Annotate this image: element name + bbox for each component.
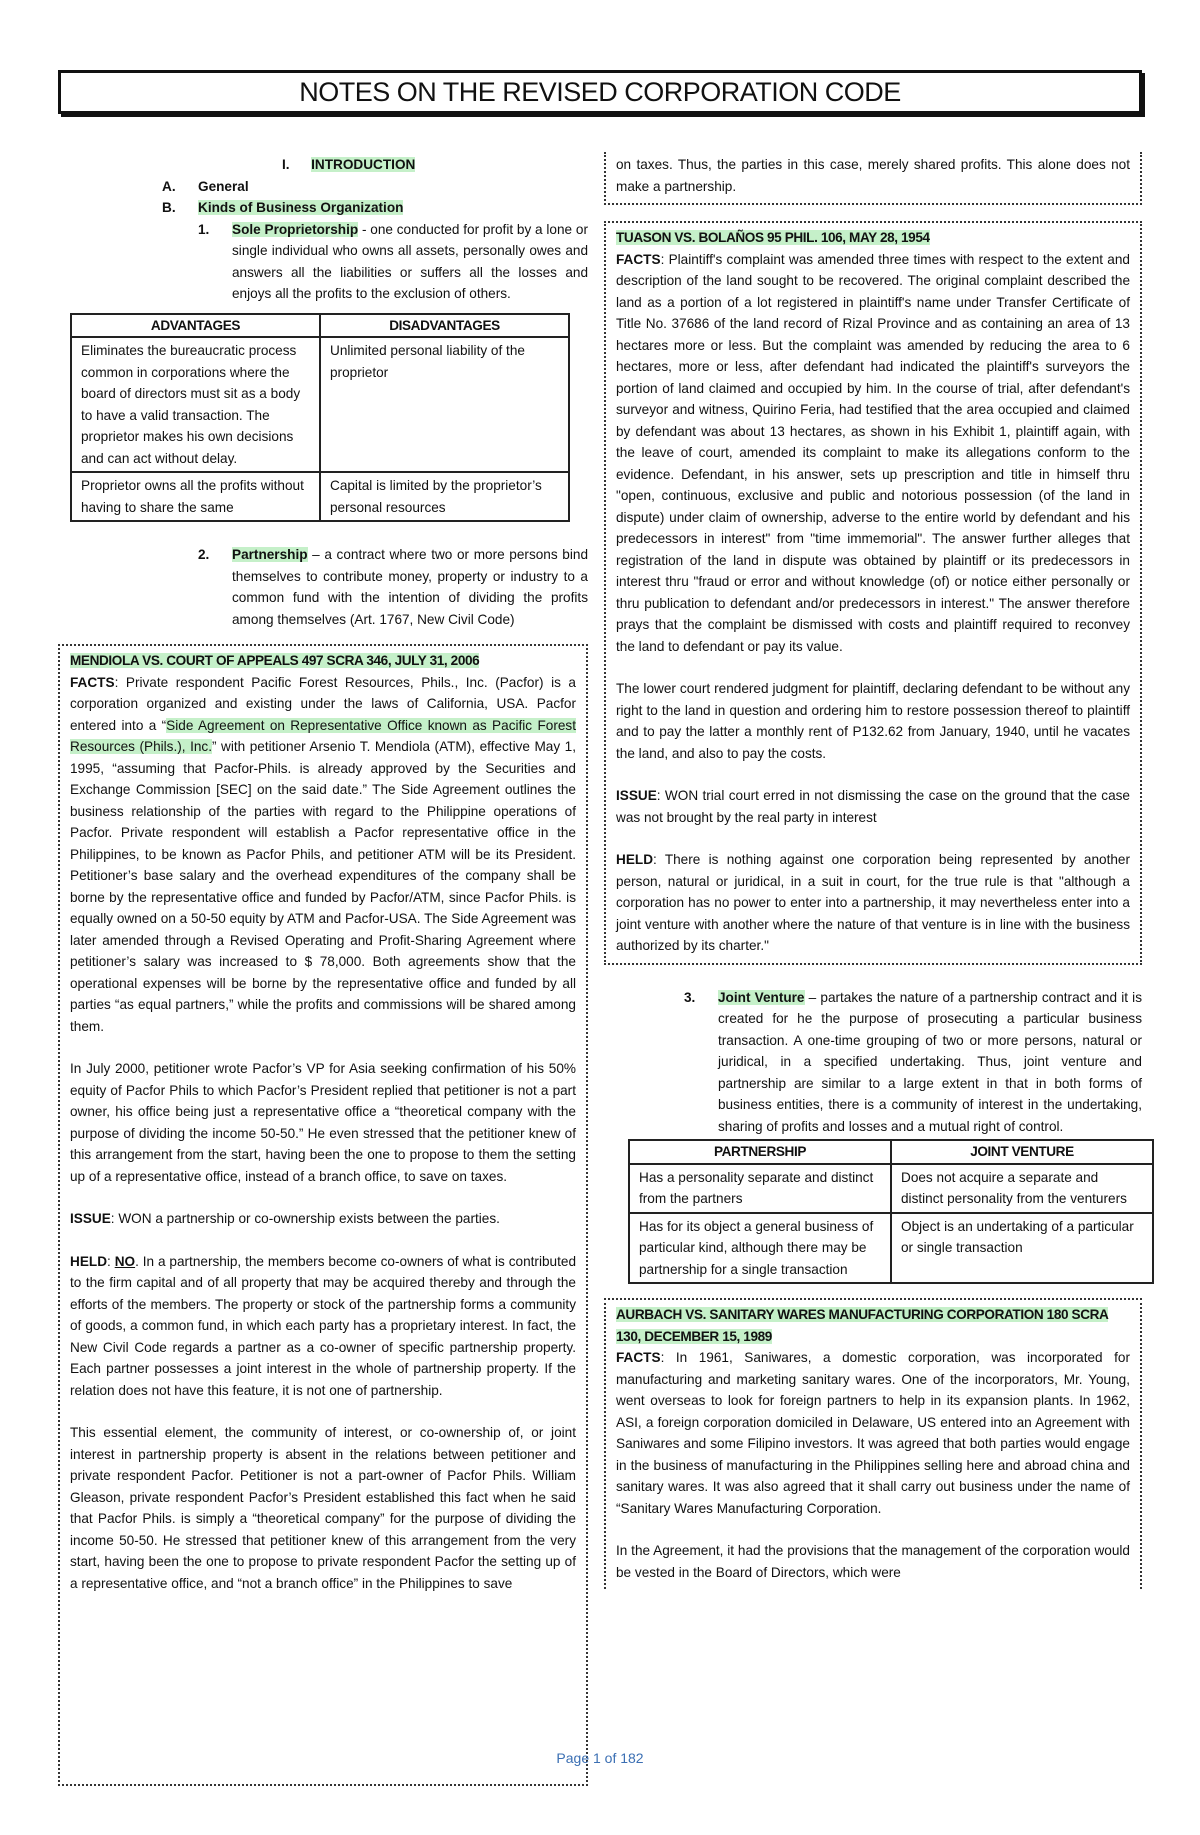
table-cell: Has for its object a general business of particular kind, although there may be partnership for a single transaction bbox=[629, 1213, 891, 1284]
table-cell: Capital is limited by the proprietor’s personal resources bbox=[320, 472, 569, 521]
table-header: DISADVANTAGES bbox=[320, 314, 569, 338]
subsection-general: General bbox=[198, 178, 249, 194]
held-label: HELD bbox=[70, 1253, 108, 1269]
case-title-tuason: TUASON VS. BOLAÑOS 95 PHIL. 106, MAY 28, 1954 bbox=[616, 230, 930, 245]
case-box-mendiola-continued bbox=[604, 152, 1142, 205]
tuason-paragraph-2: The lower court rendered judgment for plaintiff, declaring defendant to be without any right to the land in question and ordering him to restore possession thereof to plaintiff and to pay the latter a monthly rent of P132.62 from January, 1940, until he vacates the land, and also to pay the costs. bbox=[616, 681, 1130, 761]
table-row bbox=[71, 337, 569, 472]
partnership-vs-joint-venture-table bbox=[628, 1139, 1154, 1284]
facts-text: ” with petitioner Arsenio T. Mendiola (ATM), effective May 1, 1995, “assuming that Pacfor-Phils. is already approved by the Securities and Exchange Commission [SEC] on the said date.” The Side Agreement outlines the business relationship of the parties with regard to the Philippine operations of Pacfor. Private respondent will establish a Pacfor representative office in the Philippines, to be known as Pacfor Phils, and petitioner ATM will be its President. Petitioner’s base salary and the overhead expenditures of the company shall be borne by the representative office and funded by Pacfor/ATM, since Pacfor Phils. is equally owned on a 50-50 equity by ATM and Pacfor-USA. The Side Agreement was later amended through a Revised Operating and Profit-Sharing Agreement where petitioner’s salary was increased to $ 78,000. Both agreements show that the operational expenses will be borne by the representative office and funded by all parties “as equal partners,” while the profits and commissions will be shared among them. bbox=[70, 739, 577, 1034]
mendiola-paragraph-5: This essential element, the community of interest, or co-ownership of, or joint interest in partnership property is absent in the relations between petitioner and private respondent Pacfor. Petitioner is not a part-owner of Pacfor Phils. William Gleason, private respondent Pacfor’s President established this fact when he said that Pacfor Phils. is simply a “theoretical company” for the purpose of dividing the income 50-50. He stressed that petitioner knew of this arrangement from the very start, having been the one to propose to private respondent Pacfor the setting up of a representative office, and “not a branch office” in the Philippines to save bbox=[70, 1425, 576, 1591]
mendiola-issue bbox=[70, 1208, 576, 1230]
item-number-3: 3. bbox=[684, 989, 696, 1005]
case-box-mendiola bbox=[58, 644, 588, 1786]
table-cell: Eliminates the bureaucratic process common in corporations where the board of directors must sit as a body to have a valid transaction. The proprietor makes his own decisions and can act without delay. bbox=[71, 337, 320, 472]
facts-text: : Private respondent Pacific Forest Resources, Phils., Inc. (Pacfor) is a corporation organized and existing under the laws of California, USA. Pacfor entered into a “ bbox=[70, 674, 576, 733]
document-title: NOTES ON THE REVISED CORPORATION CODE bbox=[299, 76, 901, 107]
issue-label: ISSUE bbox=[616, 788, 657, 803]
table-cell: Does not acquire a separate and distinct personality from the venturers bbox=[891, 1164, 1153, 1213]
case-title-mendiola: MENDIOLA VS. COURT OF APPEALS 497 SCRA 346, JULY 31, 2006 bbox=[70, 653, 480, 668]
outline-letter-b: B. bbox=[162, 200, 176, 215]
table-header: PARTNERSHIP bbox=[629, 1140, 891, 1164]
mendiola-continued: on taxes. Thus, the parties in this case, merely shared profits. This alone does not make a partnership. bbox=[616, 157, 1130, 194]
facts-label: FACTS bbox=[616, 1350, 661, 1365]
left-column bbox=[58, 154, 588, 1786]
tuason-facts bbox=[616, 249, 1130, 658]
case-box-aurbach bbox=[604, 1298, 1142, 1589]
subsection-kinds: Kinds of Business Organization bbox=[198, 200, 404, 215]
partnership-item bbox=[58, 544, 588, 630]
table-header: JOINT VENTURE bbox=[891, 1140, 1153, 1164]
document-title-box bbox=[58, 70, 1142, 114]
section-numeral: I. bbox=[282, 157, 290, 172]
table-header: ADVANTAGES bbox=[71, 314, 320, 338]
facts-text: : In 1961, Saniwares, a domestic corporation, was incorporated for manufacturing and marketing sanitary wares. One of the incorporators, Mr. Young, went overseas to look for foreign partners to help in its expansion plants. In 1962, ASI, a foreign corporation domiciled in Delaware, US entered into an Agreement with Saniwares and some Filipino investors. It was agreed that both parties would engage in the business of manufacturing in the Philippines selling here and abroad china and sanitary wares. It was also agreed that it shall carry out business under the name of “Sanitary Wares Manufacturing Corporation. bbox=[616, 1350, 1130, 1516]
held-label: HELD bbox=[616, 852, 654, 867]
introduction-outline bbox=[58, 154, 588, 305]
table-row bbox=[629, 1213, 1153, 1284]
item-number-2: 2. bbox=[198, 547, 210, 562]
section-heading: INTRODUCTION bbox=[311, 157, 416, 172]
held-text: : There is nothing against one corporation being represented by another person, natural or juridical, in a suit in court, for the true rule is that "although a corporation has no power to enter into a partnership, it may nevertheless enter into a joint venture with another where the nature of that venture is in line with the business authorized by its charter." bbox=[616, 852, 1130, 953]
case-title-aurbach: AURBACH VS. SANITARY WARES MANUFACTURING CORPORATION 180 SCRA 130, DECEMBER 15, 1989 bbox=[616, 1307, 1109, 1344]
facts-text: : Plaintiff's complaint was amended three times with respect to the extent and description of the land sought to be recovered. The original complaint described the land as a portion of a lot registered in plaintiff's name under Transfer Certificate of Title No. 37686 of the land record of Rizal Province and as containing an area of 13 hectares more or less. But the complaint was amended by reducing the area to 6 hectares, more or less, after defendant had indicated the plaintiff's surveyors the portion of land claimed and occupied by him. In the course of trial, after defendant's surveyor and witness, Quirino Feria, had testified that the area occupied and claimed by defendant was about 13 hectares, as shown in his Exhibit 1, plaintiff again, with the leave of court, amended its complaint to make its allegations conform to the evidence. Defendant, in his answer, sets up prescription and title in himself thru "open, continuous, exclusive and public and notorious possession (of the land in dispute) under claim of ownership, adverse to the entire world by defendant and his predecessors in interest" from "time immemorial". The answer further alleges that registration of the land in dispute was obtained by plaintiff or its predecessors in interest thru "fraud or error and without knowledge (of) or notice either personally or thru publication to defendant and/or predecessors in interest." The answer therefore prays that the complaint be dismissed with costs and plaintiff required to reconvey the land to defendant or pay its value. bbox=[616, 251, 1130, 654]
joint-venture-definition bbox=[718, 987, 1142, 1138]
table-row bbox=[629, 1164, 1153, 1213]
aurbach-paragraph-2: In the Agreement, it had the provisions that the management of the corporation would be vested in the Board of Directors, which were bbox=[616, 1543, 1130, 1580]
joint-venture-text: – partakes the nature of a partnership contract and it is created for he the purpose of prosecuting a particular business transaction. A one-time grouping of two or more persons, natural or juridical, in a specified undertaking. Thus, joint venture and partnership are similar to a large extent in that in both forms of business entities, there is a community of interest in the undertaking, sharing of profits and losses and a mutual right of control. bbox=[718, 989, 1142, 1134]
sole-proprietorship-text: - one conducted for profit by a lone or single individual who owns all assets, personally owes and answers all the liabilities or suffers all the losses and enjoys all the profits to the exclusion of others. bbox=[232, 221, 588, 301]
right-column bbox=[604, 152, 1142, 1589]
table-cell: Has a personality separate and distinct from the partners bbox=[629, 1164, 891, 1213]
issue-label: ISSUE bbox=[70, 1211, 111, 1226]
facts-highlight: Side Agreement on Representative Office known as Pacific Forest Resources (Phils.), Inc. bbox=[70, 717, 576, 754]
mendiola-held: HELD: NO. In a partnership, the members become co-owners of what is contributed to the firm capital and of all property that may be acquired thereby and through the efforts of the members. The property or stock of the partnership forms a community of goods, a common fund, in which each party has a proprietary interest. In fact, the New Civil Code regards a partner as a co-owner of specific partnership property. Each partner possesses a joint interest in the whole of partnership property. If the relation does not have this feature, it is not one of partnership. bbox=[70, 1253, 576, 1398]
aurbach-facts bbox=[616, 1347, 1130, 1519]
held-answer: NO bbox=[114, 1253, 136, 1269]
issue-text: : WON trial court erred in not dismissing the case on the ground that the case was not brought by the real party in interest bbox=[616, 788, 1130, 825]
facts-label: FACTS bbox=[616, 251, 661, 267]
mendiola-facts bbox=[70, 672, 576, 1038]
tuason-held bbox=[616, 849, 1130, 957]
partnership-term: Partnership bbox=[232, 547, 308, 562]
issue-text: : WON a partnership or co-ownership exists between the parties. bbox=[110, 1211, 500, 1226]
partnership-definition bbox=[232, 544, 588, 630]
advantages-table bbox=[70, 313, 570, 523]
outline-letter-a: A. bbox=[162, 178, 176, 194]
table-row bbox=[71, 472, 569, 521]
table-cell: Unlimited personal liability of the proprietor bbox=[320, 337, 569, 472]
joint-venture-term: Joint Venture bbox=[718, 989, 805, 1005]
sole-proprietorship-term: Sole Proprietorship bbox=[232, 221, 359, 237]
tuason-issue bbox=[616, 785, 1130, 828]
page-number: Page 1 of 182 bbox=[556, 1750, 644, 1766]
case-box-tuason bbox=[604, 221, 1142, 965]
held-text: . In a partnership, the members become co-owners of what is contributed to the firm capital and of all property that may be acquired thereby and through the efforts of the members. The property or stock of the partnership forms a community of goods, a common fund, in which each party has a proprietary interest. In fact, the New Civil Code regards a partner as a co-owner of specific partnership property. Each partner possesses a joint interest in the whole of partnership property. If the relation does not have this feature, it is not one of partnership. bbox=[70, 1253, 576, 1398]
table-cell: Object is an undertaking of a particular or single transaction bbox=[891, 1213, 1153, 1284]
table-cell: Proprietor owns all the profits without having to share the same bbox=[71, 472, 320, 521]
mendiola-paragraph-2: In July 2000, petitioner wrote Pacfor’s VP for Asia seeking confirmation of his 50% equity of Pacfor Phils to which Pacfor’s President replied that petitioner is not a part owner, his office being just a representative office a “theoretical company with the purpose of dividing the income 50-50.” He even stressed that the petitioner knew of this arrangement from the start, having been the one to propose to them the setting up of a representative office, instead of a branch office, to save on taxes. bbox=[70, 1061, 576, 1184]
partnership-text: – a contract where two or more persons bind themselves to contribute money, property or industry to a common fund with the intention of dividing the profits among themselves (Art. 1767, New Civil Code) bbox=[232, 547, 588, 627]
facts-label: FACTS bbox=[70, 674, 115, 690]
joint-venture-item bbox=[604, 987, 1142, 1138]
sole-proprietorship-definition bbox=[232, 219, 588, 305]
item-number-1: 1. bbox=[198, 221, 210, 237]
